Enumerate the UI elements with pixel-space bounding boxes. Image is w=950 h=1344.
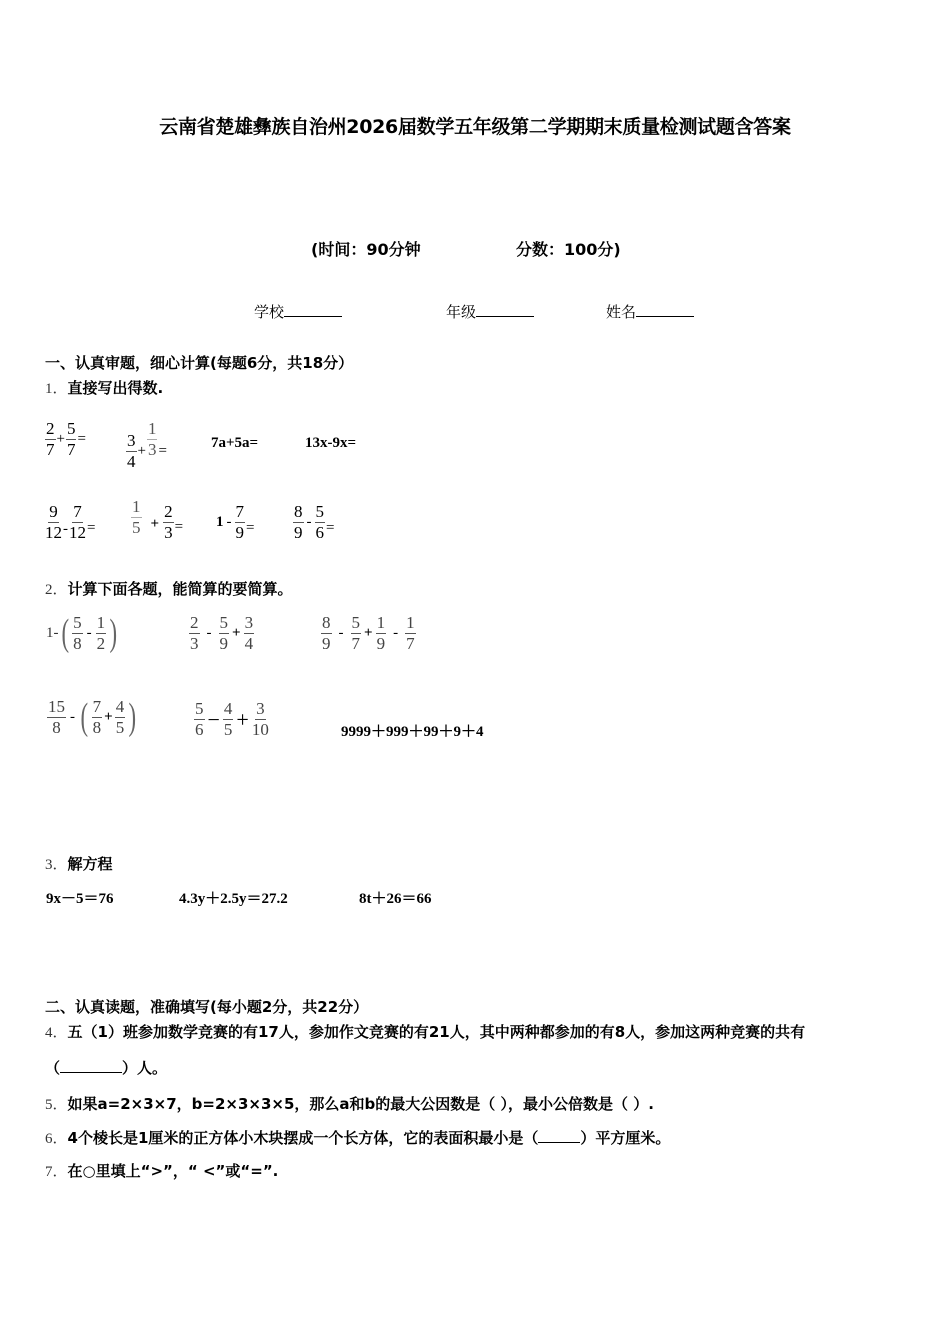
equals: = [158, 443, 167, 459]
fraction: $\frac{1}{2}$ [96, 612, 106, 653]
grade-blank[interactable] [476, 302, 534, 317]
question-number: 3． [45, 857, 68, 873]
question-6 [45, 1127, 670, 1148]
calc-item [44, 503, 95, 542]
calc-item [193, 700, 270, 739]
equation: 4.3y＋2.5y＝27.2 [179, 891, 288, 907]
equation: 9x－5＝76 [46, 891, 114, 907]
name-field[interactable] [606, 301, 694, 322]
fraction: $\frac{4}{5}$ [115, 696, 125, 737]
operator: - [338, 625, 344, 641]
fraction: $\frac{1}{5}$ [132, 497, 141, 537]
left-paren: ( [61, 612, 69, 654]
equals: = [326, 520, 335, 536]
operator: - [393, 625, 399, 641]
fraction: $\frac{5}{9}$ [219, 613, 228, 653]
question-number: 7． [45, 1164, 68, 1180]
question-4-answer-line [45, 1057, 167, 1078]
operator: + [104, 708, 113, 725]
answer-blank[interactable] [60, 1058, 122, 1073]
operator: + [364, 625, 373, 641]
equals: = [77, 431, 86, 447]
equation: 8t＋26＝66 [359, 891, 432, 907]
calc-item [125, 408, 167, 471]
school-label: 学校 [254, 303, 285, 321]
right-paren: ) [128, 696, 137, 738]
operator: + [236, 706, 249, 732]
calc-item: 7a+5a= [211, 435, 259, 451]
operator: + [150, 516, 160, 532]
answer-blank[interactable] [538, 1128, 580, 1143]
fraction: $\frac{2}{3}$ [190, 613, 199, 653]
question-text: 在○里填上“>”，“ <”或“=”. [67, 1162, 279, 1180]
question-text: 五（1）班参加数学竞赛的有17人，参加作文竞赛的有21人，其中两种都参加的有8人，参加这两种竞赛的共有 [67, 1023, 806, 1041]
calc-item [46, 613, 120, 653]
operator: - [86, 624, 92, 641]
paren-close: ）人。 [122, 1059, 168, 1077]
question-number: 4． [45, 1025, 68, 1041]
operator: + [56, 431, 65, 447]
question-4 [45, 1021, 805, 1042]
operator: - [226, 514, 232, 530]
equals: = [87, 520, 96, 536]
question-text: ）平方厘米。 [580, 1129, 671, 1147]
left-paren: ( [80, 696, 89, 738]
question-7 [45, 1160, 278, 1181]
grade-label: 年级 [446, 303, 477, 321]
fraction: $\frac{15}{8}$ [48, 696, 65, 737]
school-field[interactable] [254, 301, 342, 322]
operator: - [206, 625, 212, 641]
question-1-prompt [45, 377, 163, 398]
calc-item [320, 614, 417, 653]
school-blank[interactable] [284, 302, 342, 317]
question-text: 4个棱长是1厘米的正方体小木块摆成一个长方体，它的表面积最小是（ [67, 1129, 539, 1147]
number: 1- [46, 624, 59, 641]
question-3-prompt [45, 853, 113, 874]
calc-item [292, 503, 334, 542]
question-text: 计算下面各题，能简算的要简算。 [67, 580, 293, 598]
question-number: 6． [45, 1131, 68, 1147]
fraction: $\frac{5}{7}$ [66, 419, 76, 459]
fraction: $\frac{5}{6}$ [315, 502, 324, 542]
fraction: $\frac{1}{9}$ [376, 613, 386, 653]
time-label: (时间：90分钟 [311, 240, 421, 259]
section-1-heading: 一、认真审题，细心计算(每题6分，共18分） [45, 354, 354, 372]
document-title: 云南省楚雄彝族自治州2026届数学五年级第二学期期末质量检测试题含答案 [159, 116, 791, 138]
score-label: 分数：100分) [516, 240, 621, 259]
fraction: $\frac{9}{12}$ [45, 502, 62, 542]
fraction: $\frac{1}{7}$ [406, 613, 415, 653]
equals: = [174, 519, 184, 535]
question-number: 2． [45, 582, 68, 598]
fraction: $\frac{3}{4}$ [244, 613, 254, 653]
calc-item: 13x-9x= [305, 435, 357, 451]
fraction: $\frac{2}{3}$ [164, 502, 173, 542]
fraction: $\frac{5}{8}$ [73, 612, 82, 653]
operator: - [63, 521, 68, 537]
question-number: 1． [45, 381, 68, 397]
question-text: 如果a=2×3×7，b=2×3×3×5，那么a和b的最大公因数是（ ），最小公倍数是（ ）. [67, 1095, 654, 1113]
question-text: 解方程 [67, 855, 113, 873]
operator: - [306, 514, 312, 530]
calc-item [130, 493, 183, 542]
fraction: $\frac{7}{8}$ [92, 696, 102, 737]
fraction: $\frac{4}{5}$ [223, 699, 233, 739]
right-paren: ) [109, 612, 118, 654]
grade-field[interactable] [446, 301, 534, 322]
fraction: $\frac{8}{9}$ [294, 502, 303, 542]
calc-item [44, 420, 86, 459]
calc-item [46, 697, 139, 737]
fraction: $\frac{8}{9}$ [322, 613, 331, 653]
calc-item [188, 614, 255, 653]
fraction: $\frac{3}{10}$ [251, 699, 269, 739]
paren-open: （ [45, 1059, 61, 1077]
question-5 [45, 1093, 654, 1114]
section-2-heading: 二、认真读题，准确填写(每小题2分，共22分） [45, 998, 369, 1016]
operator: - [70, 708, 75, 725]
name-label: 姓名 [606, 303, 637, 321]
fraction: $\frac{3}{4}$ [127, 431, 136, 471]
fraction: $\frac{7}{12}$ [69, 502, 86, 542]
operator: + [137, 443, 146, 459]
calc-item [216, 503, 254, 542]
number: 1 [216, 514, 224, 530]
calc-item: 9999＋999＋99＋9＋4 [341, 724, 484, 740]
fraction: $\frac{7}{9}$ [235, 502, 244, 542]
question-2-prompt [45, 578, 293, 599]
fraction: $\frac{5}{6}$ [195, 699, 204, 739]
question-text: 直接写出得数. [67, 379, 164, 397]
question-number: 5． [45, 1097, 68, 1113]
fraction: $\frac{2}{7}$ [46, 419, 55, 459]
fraction: $\frac{5}{7}$ [351, 613, 360, 653]
operator: − [207, 706, 220, 732]
operator: + [232, 625, 241, 641]
equals: = [246, 520, 255, 536]
fraction: $\frac{1}{3}$ [147, 419, 157, 459]
name-blank[interactable] [636, 302, 694, 317]
